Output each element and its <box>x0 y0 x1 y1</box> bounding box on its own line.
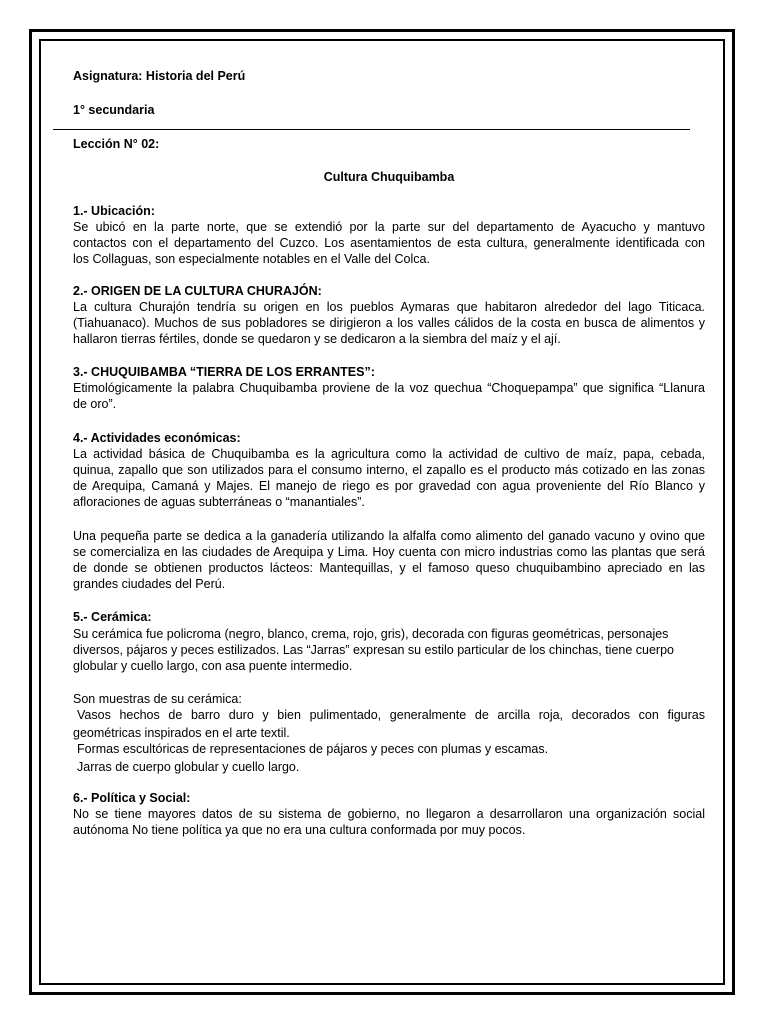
paragraph-line: de Arequipa, Camaná y Majes. El manejo de riego es por gravedad con agua proveniente del Río Blanco y <box>73 479 705 493</box>
section-body-ceramica <box>73 626 705 674</box>
list-item: Jarras de cuerpo globular y cuello largo. <box>77 760 300 774</box>
paragraph-line: diversos, pájaros y peces estilizados. Las “Jarras” expresan su estilo particular de los chinchas, tiene cuerpo <box>73 643 674 657</box>
list-item-continuation: geométricas inspirados en el arte textil. <box>73 726 290 740</box>
section-body-ubicacion <box>73 219 705 267</box>
paragraph-line: afloraciones de aguas subterráneas o “manantiales”. <box>73 495 365 509</box>
list-item: Formas escultóricas de representaciones de pájaros y peces con plumas y escamas. <box>77 742 549 756</box>
paragraph-line: de donde se obtienen productos lácteos: Mantequillas, y el famoso queso chuquibambino apreciado en las <box>73 561 705 575</box>
paragraph-line: contactos con el departamento del Cuzco. Los asentamientos de esta cultura, generalmente identificada con <box>73 236 705 250</box>
lesson-line: Lección N° 02: <box>73 137 160 151</box>
section-heading-nombre: 3.- CHUQUIBAMBA “TIERRA DE LOS ERRANTES”: <box>73 365 375 379</box>
paragraph-line: se comercializa en las ciudades de Arequipa y Lima. Hoy cuenta con micro industrias como las plantas que será <box>73 545 705 559</box>
section-heading-actividades: 4.- Actividades económicas: <box>73 431 241 445</box>
paragraph-line: Etimológicamente la palabra Chuquibamba proviene de la voz quechua “Choquepampa” que significa “Llanura <box>73 381 705 395</box>
section-body-nombre <box>73 380 705 412</box>
paragraph-line: La actividad básica de Chuquibamba es la agricultura como la actividad de cultivo de maíz, papa, cebada, <box>73 447 705 461</box>
header-divider <box>53 129 690 130</box>
paragraph-line: hallaron tierras fértiles, donde se quedaron y se dedicaron a la siembra del maíz y el ají. <box>73 332 561 346</box>
document-title: Cultura Chuquibamba <box>323 170 455 184</box>
section-body-origen <box>73 299 705 347</box>
section-body-politica <box>73 806 705 838</box>
ceramica-samples-intro: Son muestras de su cerámica: <box>73 692 242 706</box>
paragraph-line: los Collaguas, son especialmente notables en el Valle del Colca. <box>73 252 430 266</box>
section-body-actividades <box>73 446 705 510</box>
ceramica-samples-list <box>73 707 705 777</box>
paragraph-line: globular y cuello largo, con asa puente intermedio. <box>73 659 353 673</box>
paragraph-line: de oro”. <box>73 397 117 411</box>
paragraph-line: No se tiene mayores datos de su sistema de gobierno, no llegaron a desarrollaron una organización social <box>73 807 705 821</box>
paragraph-line: Su cerámica fue policroma (negro, blanco, crema, rojo, gris), decorada con figuras geométricas, personajes <box>73 627 669 641</box>
section-heading-origen: 2.- ORIGEN DE LA CULTURA CHURAJÓN: <box>73 284 322 298</box>
paragraph-line: (Tiahuanaco). Muchos de sus pobladores se dirigieron a los valles cálidos de la costa en busca de alimentos y <box>73 316 705 330</box>
section-heading-ceramica: 5.- Cerámica: <box>73 610 152 624</box>
list-item: Vasos hechos de barro duro y bien pulimentado, generalmente de arcilla roja, decorados con figuras <box>77 708 705 722</box>
subject-line: Asignatura: Historia del Perú <box>73 69 246 83</box>
section-heading-ubicacion: 1.- Ubicación: <box>73 204 155 218</box>
paragraph-line: grandes ciudades del Perú. <box>73 577 226 591</box>
paragraph-line: Una pequeña parte se dedica a la ganadería utilizando la alfalfa como alimento del ganado vacuno y ovino que <box>73 529 705 543</box>
paragraph-line: Se ubicó en la parte norte, que se extendió por la parte sur del departamento de Ayacucho y mantuvo <box>73 220 705 234</box>
section-heading-politica: 6.- Política y Social: <box>73 791 191 805</box>
grade-line: 1° secundaria <box>73 103 155 117</box>
paragraph-line: quinua, zapallo que son utilizados para el consumo interno, el zapallo es el producto más cotizado en las zonas <box>73 463 705 477</box>
section-body-ganaderia <box>73 528 705 592</box>
paragraph-line: La cultura Churajón tendría su origen en los pueblos Aymaras que habitaron alrededor del lago Titicaca. <box>73 300 705 314</box>
paragraph-line: autónoma No tiene política ya que no era una cultura conformada por muy pocos. <box>73 823 526 837</box>
